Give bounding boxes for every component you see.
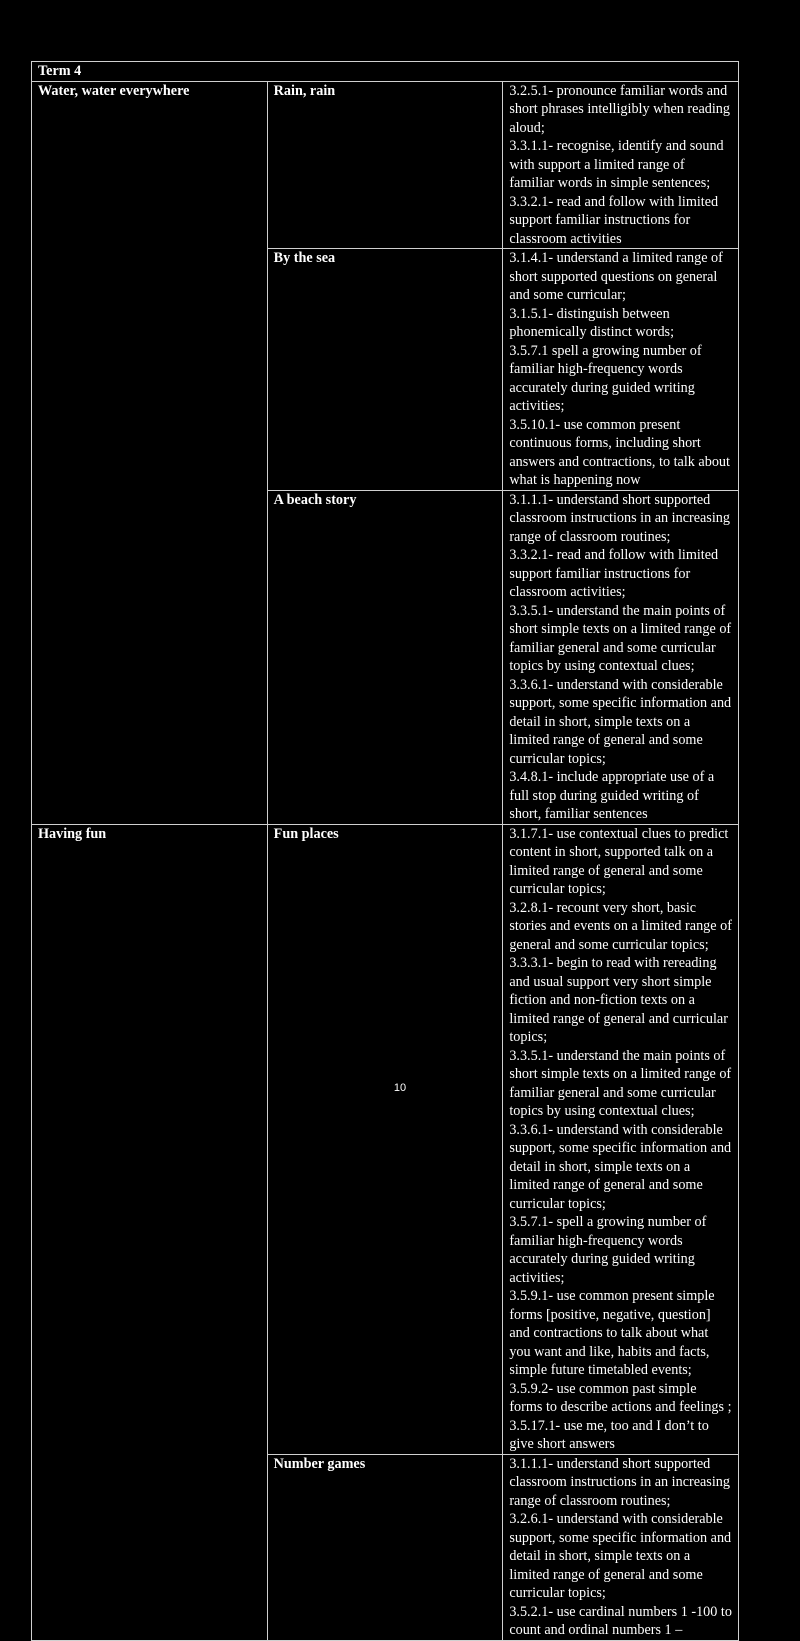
learning-standard: 3.1.1.1- understand short supported classroom instructions in an increasing range of classroom routines; (509, 1455, 730, 1509)
learning-standard: 3.5.10.1- use common present continuous forms, including short answers and contractions, to talk about what is happening now (509, 416, 730, 488)
theme-cell: Having fun (32, 824, 268, 1640)
unit-cell: Fun places (267, 824, 503, 1454)
learning-standard: 3.3.2.1- read and follow with limited support familiar instructions for classroom activities; (509, 547, 719, 600)
learning-standard: 3.3.1.1- recognise, identify and sound with support a limited range of familiar words in simple sentences; (509, 138, 724, 191)
learning-standard: 3.2.5.1- pronounce familiar words and short phrases intelligibly when reading aloud; (509, 82, 730, 136)
learning-standard: 3.3.6.1- understand with considerable support, some specific information and detail in short, simple texts on a limited range of general and some curricular topics; (509, 1121, 732, 1212)
learning-standard: 3.1.5.1- distinguish between phonemically distinct words; (509, 305, 675, 340)
learning-standard: 3.2.8.1- recount very short, basic stories and events on a limited range of general and some curricular topics; (509, 899, 732, 953)
learning-standard: 3.3.5.1- understand the main points of short simple texts on a limited range of familiar general and some curricular topics by using contextual clues; (509, 1047, 732, 1119)
standards-cell (503, 490, 739, 824)
learning-standard: 3.5.2.1- use cardinal numbers 1 -100 to count and ordinal numbers 1 – (509, 1603, 732, 1638)
learning-standard: 3.5.7.1 spell a growing number of familiar high-frequency words accurately during guided writing activities; (509, 342, 702, 414)
table-row (32, 81, 739, 249)
standards-cell (503, 824, 739, 1454)
learning-standard: 3.3.6.1- understand with considerable support, some specific information and detail in short, simple texts on a limited range of general and some curricular topics; (509, 676, 732, 767)
page-number: 10 (393, 1082, 407, 1094)
learning-standard: 3.3.2.1- read and follow with limited support familiar instructions for classroom activities (509, 193, 719, 247)
syllabus-table (31, 61, 739, 1641)
learning-standard: 3.1.4.1- understand a limited range of short supported questions on general and some curricular; (509, 250, 723, 303)
term-row (32, 62, 739, 82)
standards-cell (503, 81, 739, 249)
learning-standard: 3.2.6.1- understand with considerable support, some specific information and detail in short, simple texts on a limited range of general and some curricular topics; (509, 1511, 732, 1601)
unit-cell: A beach story (267, 490, 503, 824)
term-heading: Term 4 (32, 62, 739, 82)
unit-cell: By the sea (267, 249, 503, 491)
learning-standard: 3.1.7.1- use contextual clues to predict content in short, supported talk on a limited range of general and some curricular topics; (509, 825, 729, 897)
learning-standard: 3.5.9.1- use common present simple forms [positive, negative, question] and contractions to talk about what you want and like, habits and facts, simple future timetabled events; (509, 1288, 715, 1378)
learning-standard: 3.4.8.1- include appropriate use of a full stop during guided writing of short, familiar sentences (509, 769, 715, 822)
learning-standard: 3.3.3.1- begin to read with rereading and usual support very short simple fiction and non-fiction texts on a limited range of general and curricular topics; (509, 955, 728, 1045)
table-row (32, 824, 739, 1454)
standards-cell (503, 1454, 739, 1640)
theme-cell: Water, water everywhere (32, 81, 268, 824)
learning-standard: 3.5.9.2- use common past simple forms to describe actions and feelings ; (509, 1380, 732, 1415)
unit-cell: Rain, rain (267, 81, 503, 249)
learning-standard: 3.3.5.1- understand the main points of short simple texts on a limited range of familiar general and some curricular topics by using contextual clues; (509, 602, 732, 674)
unit-cell: Number games (267, 1454, 503, 1640)
learning-standard: 3.5.17.1- use me, too and I don’t to give short answers (509, 1417, 709, 1452)
standards-cell (503, 249, 739, 491)
learning-standard: 3.1.1.1- understand short supported classroom instructions in an increasing range of classroom routines; (509, 491, 730, 545)
learning-standard: 3.5.7.1- spell a growing number of familiar high-frequency words accurately during guided writing activities; (509, 1214, 707, 1286)
